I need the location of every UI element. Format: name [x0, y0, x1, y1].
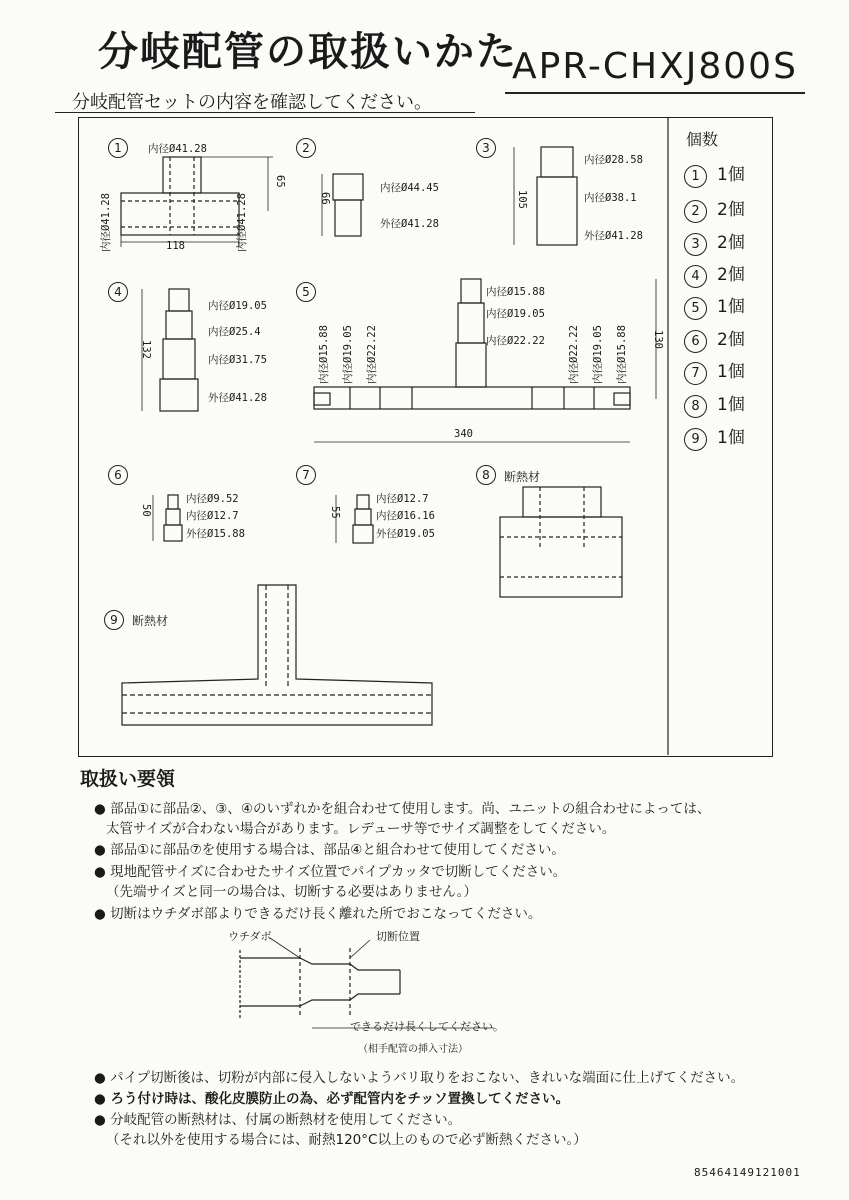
- part5-left-b: 内径Ø19.05: [342, 325, 354, 384]
- part7-reducer: [336, 495, 373, 543]
- part5-number: 5: [296, 282, 316, 302]
- count-row: 9 1個: [684, 423, 745, 451]
- parts-diagram: [78, 117, 771, 757]
- part2-number: 2: [296, 138, 316, 158]
- count-row: 6 2個: [684, 325, 745, 353]
- part7-label-a: 内径Ø12.7: [376, 493, 429, 505]
- count-row: 8 1個: [684, 390, 745, 418]
- count-row: 7 1個: [684, 357, 745, 385]
- count-row: 1 1個: [684, 160, 745, 188]
- part6-number: 6: [108, 465, 128, 485]
- note-4: ● 切断はウチダボ部よりできるだけ長く離れた所でおこなってください。: [94, 906, 542, 922]
- part1-left-label: 内径Ø41.28: [100, 193, 112, 252]
- part9-name: 断熱材: [132, 614, 169, 628]
- part5-label-b: 内径Ø19.05: [486, 308, 545, 320]
- part5-label-c: 内径Ø22.22: [486, 335, 545, 347]
- part6-label-b: 内径Ø12.7: [186, 510, 239, 522]
- part4-label-d: 外径Ø41.28: [208, 392, 267, 404]
- subtitle-underline: [55, 112, 475, 113]
- note-5: ● パイプ切断後は、切粉が内部に侵入しないようバリ取りをおこない、きれいな端面に仕上げてください。: [94, 1070, 745, 1086]
- note-3a: ● 現地配管サイズに合わせたサイズ位置でパイプカッタで切断してください。: [94, 864, 567, 880]
- note-7a: ● 分岐配管の断熱材は、付属の断熱材を使用してください。: [94, 1112, 462, 1128]
- count-row: 4 2個: [684, 260, 745, 288]
- part6-height-dim: 50: [140, 504, 152, 517]
- model-number: APR-CHXJ800S: [512, 46, 798, 87]
- count-row: 2 2個: [684, 195, 745, 223]
- part5-right-a: 内径Ø22.22: [568, 325, 580, 384]
- figure-label-long: できるだけ長くしてください。: [350, 1020, 504, 1033]
- part3-label-a: 内径Ø28.58: [584, 154, 643, 166]
- part2-reducer: [322, 174, 363, 236]
- count-row: 3 2個: [684, 228, 745, 256]
- part9-number: 9: [104, 610, 124, 630]
- part4-label-b: 内径Ø25.4: [208, 326, 261, 338]
- part3-height-dim: 105: [516, 190, 528, 209]
- note-1a: ● 部品①に部品②、③、④のいずれかを組合わせて使用します。尚、ユニットの組合わせによっては、: [94, 801, 711, 817]
- part1-width-dim: 118: [166, 240, 185, 252]
- note-3b: （先端サイズと同一の場合は、切断する必要はありません。）: [106, 884, 477, 900]
- part7-height-dim: 55: [329, 506, 341, 519]
- part5-width-dim: 340: [454, 428, 473, 440]
- part3-number: 3: [476, 138, 496, 158]
- part2-label-a: 内径Ø44.45: [380, 182, 439, 194]
- count-row: 5 1個: [684, 292, 745, 320]
- note-1b: 太管サイズが合わない場合があります。レデューサ等でサイズ調整をしてください。: [106, 821, 616, 837]
- page-title: 分岐配管の取扱いかた: [98, 29, 518, 75]
- note-7b: （それ以外を使用する場合には、耐熱120°C以上のもので必ず断熱ください。）: [106, 1132, 587, 1148]
- part4-height-dim: 132: [140, 340, 152, 359]
- part6-label-a: 内径Ø9.52: [186, 493, 239, 505]
- part3-label-b: 内径Ø38.1: [584, 192, 637, 204]
- part4-label-a: 内径Ø19.05: [208, 300, 267, 312]
- part5-label-a: 内径Ø15.88: [486, 286, 545, 298]
- note-2: ● 部品①に部品⑦を使用する場合は、部品④と組合わせて使用してください。: [94, 842, 565, 858]
- part5-height-dim: 130: [652, 330, 664, 349]
- part7-label-c: 外径Ø19.05: [376, 528, 435, 540]
- part7-label-b: 内径Ø16.16: [376, 510, 435, 522]
- part6-reducer: [153, 495, 182, 541]
- figure-label-uchidabo: ウチダボ: [228, 930, 272, 943]
- part9-insulation: [122, 585, 432, 725]
- part3-label-c: 外径Ø41.28: [584, 230, 643, 242]
- figure-label-insertion: （相手配管の挿入寸法）: [358, 1044, 468, 1055]
- part5-right-c: 内径Ø15.88: [616, 325, 628, 384]
- part1-number: 1: [108, 138, 128, 158]
- part8-number: 8: [476, 465, 496, 485]
- part8-name: 断熱材: [504, 470, 541, 484]
- part5-left-c: 内径Ø22.22: [366, 325, 378, 384]
- model-underline: [505, 92, 805, 94]
- figure-label-cut-position: 切断位置: [376, 930, 420, 943]
- count-heading: 個数: [686, 130, 719, 149]
- part4-number: 4: [108, 282, 128, 302]
- part7-number: 7: [296, 465, 316, 485]
- part1-tee: [121, 157, 273, 247]
- part5-right-b: 内径Ø19.05: [592, 325, 604, 384]
- part6-label-c: 外径Ø15.88: [186, 528, 245, 540]
- part1-height-dim: 65: [274, 175, 286, 188]
- document-code: 85464149121001: [694, 1166, 801, 1179]
- part2-label-b: 外径Ø41.28: [380, 218, 439, 230]
- subtitle: 分岐配管セットの内容を確認してください。: [72, 92, 432, 113]
- part2-height-dim: 66: [319, 192, 331, 205]
- part8-insulation: [500, 487, 622, 597]
- note-6: ● ろう付け時は、酸化皮膜防止の為、必ず配管内をチッソ置換してください。: [94, 1091, 570, 1107]
- part4-label-c: 内径Ø31.75: [208, 354, 267, 366]
- cutting-figure: [220, 928, 540, 1058]
- part1-top-label: 内径Ø41.28: [148, 143, 207, 155]
- part5-left-a: 内径Ø15.88: [318, 325, 330, 384]
- instructions-heading: 取扱い要領: [80, 768, 176, 790]
- part1-right-label: 内径Ø41.28: [236, 193, 248, 252]
